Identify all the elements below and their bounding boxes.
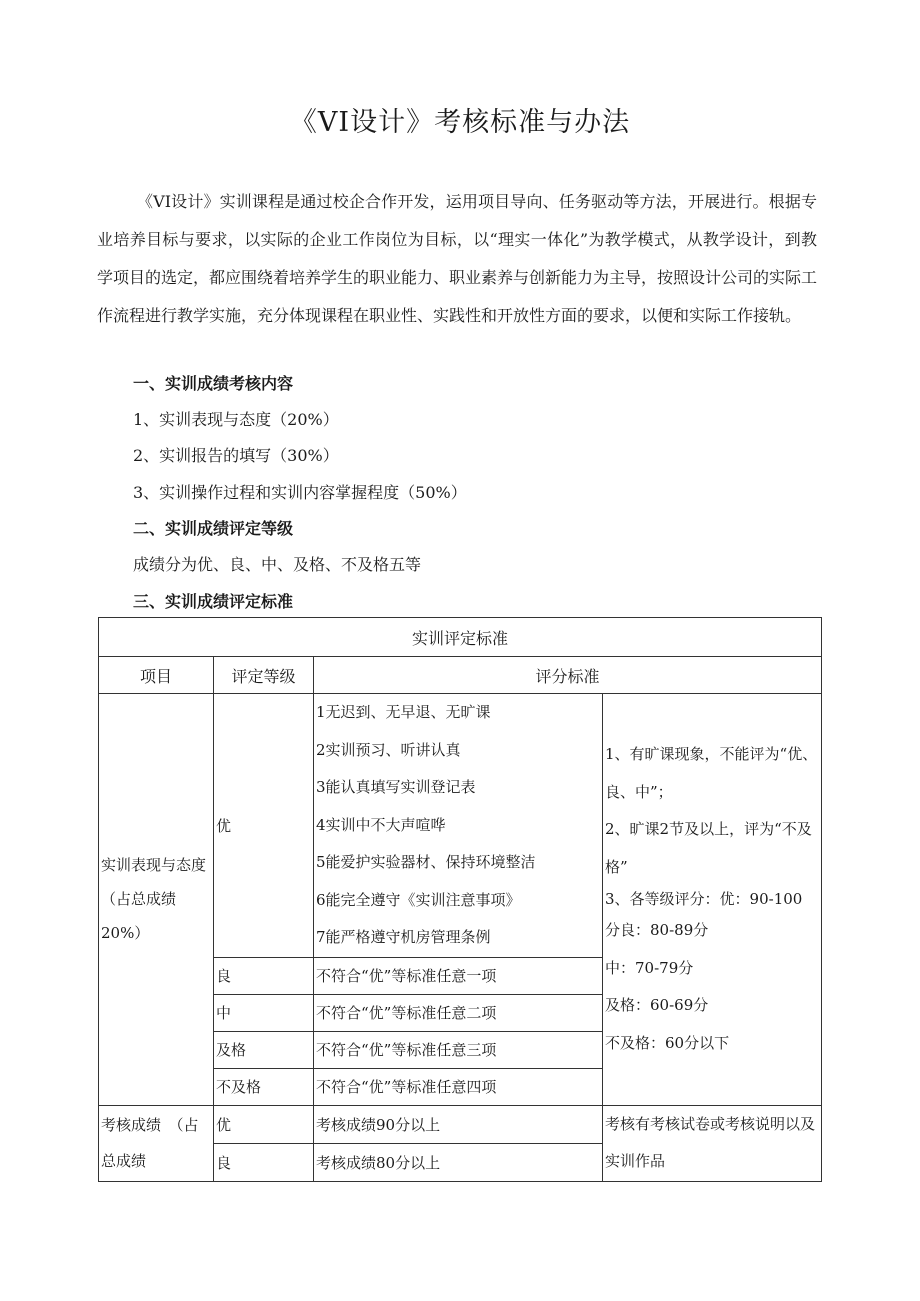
list-item: 1、实训表现与态度（20%） — [133, 410, 339, 429]
grade-cell: 及格 — [214, 1031, 314, 1068]
grade-cell: 良 — [214, 1143, 314, 1181]
column-header-criteria: 评分标准 — [314, 657, 822, 694]
note-line: 及格：60-69分 — [605, 996, 709, 1015]
grade-cell: 优 — [214, 1105, 314, 1143]
note-line: 3、各等级评分：优：90-100 — [605, 890, 803, 909]
note-line: 分良：80-89分 — [605, 921, 709, 940]
table-caption: 实训评定标准 — [99, 618, 822, 657]
list-item: 2、实训报告的填写（30%） — [133, 446, 339, 465]
column-header-item: 项目 — [99, 657, 214, 694]
note-cell-performance — [603, 694, 822, 1106]
column-header-grade: 评定等级 — [214, 657, 314, 694]
list-item: 3、实训操作过程和实训内容掌握程度（50%） — [133, 483, 467, 502]
section-heading-1: 一、实训成绩考核内容 — [133, 374, 294, 393]
criteria-cell: 不符合“优”等标准任意二项 — [314, 994, 603, 1031]
criteria-list — [314, 694, 603, 958]
grade-cell: 优 — [214, 694, 314, 958]
grade-cell: 中 — [214, 994, 314, 1031]
criteria-item: 2实训预习、听讲认真 — [316, 740, 461, 759]
evaluation-table — [98, 617, 822, 1182]
item-cell-performance: 实训表现与态度（占总成绩20%） — [99, 694, 214, 1106]
grade-cell: 不及格 — [214, 1068, 314, 1105]
criteria-item: 5能爱护实验器材、保持环境整洁 — [316, 853, 536, 871]
criteria-item: 7能严格遵守机房管理条例 — [316, 928, 491, 946]
note-line: 2、旷课2节及以上，评为“不及格” — [605, 820, 812, 876]
criteria-cell: 不符合“优”等标准任意三项 — [314, 1031, 603, 1068]
grade-cell: 良 — [214, 957, 314, 994]
grade-levels-text: 成绩分为优、良、中、及格、不及格五等 — [133, 555, 422, 574]
criteria-item: 6能完全遵守《实训注意事项》 — [316, 890, 521, 909]
criteria-cell: 不符合“优”等标准任意一项 — [314, 957, 603, 994]
note-line: 不及格：60分以下 — [605, 1033, 730, 1052]
section-heading-3: 三、实训成绩评定标准 — [133, 592, 294, 611]
page-title: 《VI设计》考核标准与办法 — [289, 107, 631, 138]
note-line: 1、有旷课现象，不能评为“优、良、中”； — [605, 745, 818, 801]
criteria-item: 1无迟到、无早退、无旷课 — [316, 703, 491, 721]
criteria-item: 3能认真填写实训登记表 — [316, 778, 476, 796]
intro-paragraph: 《VI设计》实训课程是通过校企合作开发，运用项目导向、任务驱动等方法，开展进行。根据专业培养目标与要求，以实际的企业工作岗位为目标，以“理实一体化”为教学模式，从教学设计，到教学项目的选定，都应围绕着培养学生的职业能力、职业素养与创新能力为主导，按照设计公司的实际工作流程进行教学实施，充分体现课程在职业性、实践性和开放性方面的要求，以便和实际工作接轨。 — [97, 192, 818, 325]
criteria-cell: 考核成绩80分以上 — [314, 1143, 603, 1181]
criteria-item: 4实训中不大声喧哗 — [316, 815, 446, 834]
criteria-cell: 考核成绩90分以上 — [314, 1105, 603, 1143]
section-heading-2: 二、实训成绩评定等级 — [133, 519, 294, 538]
criteria-cell: 不符合“优”等标准任意四项 — [314, 1068, 603, 1105]
note-line: 中：70-79分 — [605, 958, 694, 977]
item-cell-assessment: 考核成绩 （占总成绩 — [99, 1105, 214, 1181]
note-cell-assessment: 考核有考核试卷或考核说明以及实训作品 — [603, 1105, 822, 1181]
